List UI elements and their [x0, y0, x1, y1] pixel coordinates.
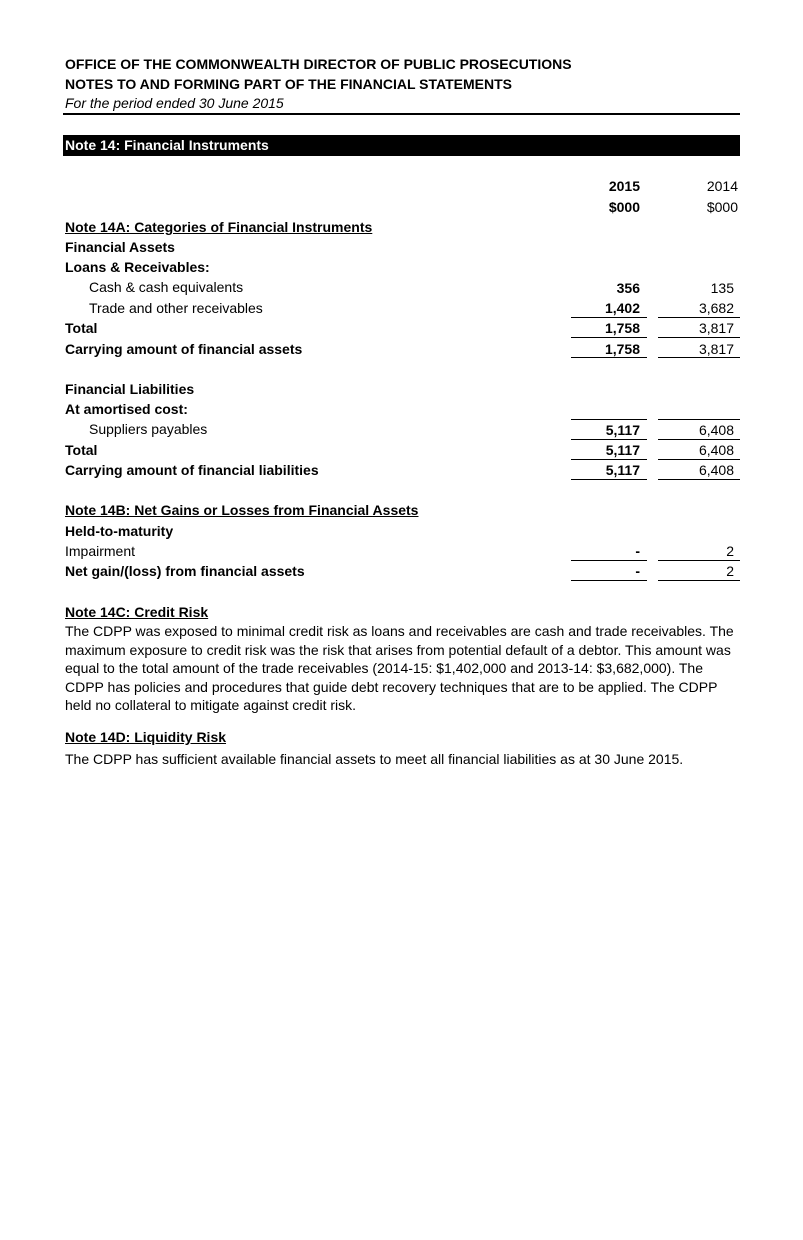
net-gain-2015: -	[635, 563, 640, 579]
liabilities-total-2014: 6,408	[698, 442, 734, 458]
rule	[658, 419, 740, 420]
cash-label: Cash & cash equivalents	[89, 279, 244, 295]
cash-2014: 135	[710, 280, 734, 296]
liabilities-total-2015: 5,117	[605, 442, 640, 458]
note-title: Note 14: Financial Instruments	[65, 137, 269, 153]
rule	[658, 580, 740, 581]
rule	[571, 357, 647, 358]
note-14a-heading: Note 14A: Categories of Financial Instruments	[65, 219, 373, 235]
liabilities-total-label: Total	[65, 442, 98, 458]
rule	[571, 580, 647, 581]
impairment-2015: -	[635, 543, 640, 559]
impairment-2014: 2	[726, 543, 734, 559]
impairment-label: Impairment	[65, 543, 136, 559]
rule	[571, 337, 647, 338]
financial-assets-heading: Financial Assets	[65, 239, 175, 255]
credit-risk-text: The CDPP was exposed to minimal credit risk as loans and receivables are cash and trade receivables. The maximum exposure to credit risk was the risk that arises from potential default of a debtor. This amount was equal to the total amount of the trade receivables (2014-15: $1,402,000 and 2013-14: $3,682,000). The CDPP has policies and procedures that guide debt recovery techniques that are to be applied. The CDPP held no collateral to mitigate against credit risk.	[65, 623, 734, 713]
rule	[658, 337, 740, 338]
suppliers-2014: 6,408	[698, 422, 734, 438]
col-2015-year: 2015	[608, 178, 640, 194]
trade-receivables-2014: 3,682	[698, 300, 734, 316]
rule	[658, 479, 740, 480]
assets-total-2015: 1,758	[604, 320, 640, 336]
rule	[658, 357, 740, 358]
note-14d-heading: Note 14D: Liquidity Risk	[65, 729, 227, 745]
net-gain-label: Net gain/(loss) from financial assets	[65, 563, 305, 579]
col-2014-unit: $000	[706, 199, 738, 215]
rule	[571, 439, 647, 440]
header-period: For the period ended 30 June 2015	[65, 95, 284, 111]
rule	[658, 560, 740, 561]
assets-total-2014: 3,817	[698, 320, 734, 336]
col-2014-year: 2014	[706, 178, 738, 194]
carrying-liabilities-label: Carrying amount of financial liabilities	[65, 462, 319, 478]
note-14b-heading: Note 14B: Net Gains or Losses from Financial Assets	[65, 502, 419, 518]
carrying-liabilities-2014: 6,408	[698, 462, 734, 478]
net-gain-2014: 2	[726, 563, 734, 579]
carrying-assets-2014: 3,817	[698, 341, 734, 357]
rule	[658, 317, 740, 318]
financial-liabilities-heading: Financial Liabilities	[65, 381, 195, 397]
trade-receivables-label: Trade and other receivables	[89, 300, 263, 316]
header-title: OFFICE OF THE COMMONWEALTH DIRECTOR OF PUBLIC PROSECUTIONS	[65, 56, 572, 72]
header-subtitle: NOTES TO AND FORMING PART OF THE FINANCIAL STATEMENTS	[65, 76, 512, 92]
note-title-bar	[63, 135, 740, 156]
suppliers-2015: 5,117	[605, 422, 640, 438]
note-14c-heading: Note 14C: Credit Risk	[65, 604, 209, 620]
loans-receivables-heading: Loans & Receivables:	[65, 259, 210, 275]
rule	[658, 439, 740, 440]
rule	[571, 560, 647, 561]
carrying-liabilities-2015: 5,117	[605, 462, 640, 478]
carrying-assets-2015: 1,758	[604, 341, 640, 357]
rule	[571, 479, 647, 480]
col-2015-unit: $000	[608, 199, 640, 215]
cash-2015: 356	[616, 280, 640, 296]
carrying-assets-label: Carrying amount of financial assets	[65, 341, 303, 357]
header-rule	[63, 113, 740, 115]
rule	[571, 419, 647, 420]
rule	[571, 459, 647, 460]
assets-total-label: Total	[65, 320, 98, 336]
rule	[658, 459, 740, 460]
trade-receivables-2015: 1,402	[604, 300, 640, 316]
liquidity-risk-text: The CDPP has sufficient available financial assets to meet all financial liabilities as at 30 June 2015.	[65, 751, 684, 767]
held-to-maturity-heading: Held-to-maturity	[65, 523, 174, 539]
suppliers-label: Suppliers payables	[89, 421, 208, 437]
amortised-cost-heading: At amortised cost:	[65, 401, 188, 417]
rule	[571, 317, 647, 318]
